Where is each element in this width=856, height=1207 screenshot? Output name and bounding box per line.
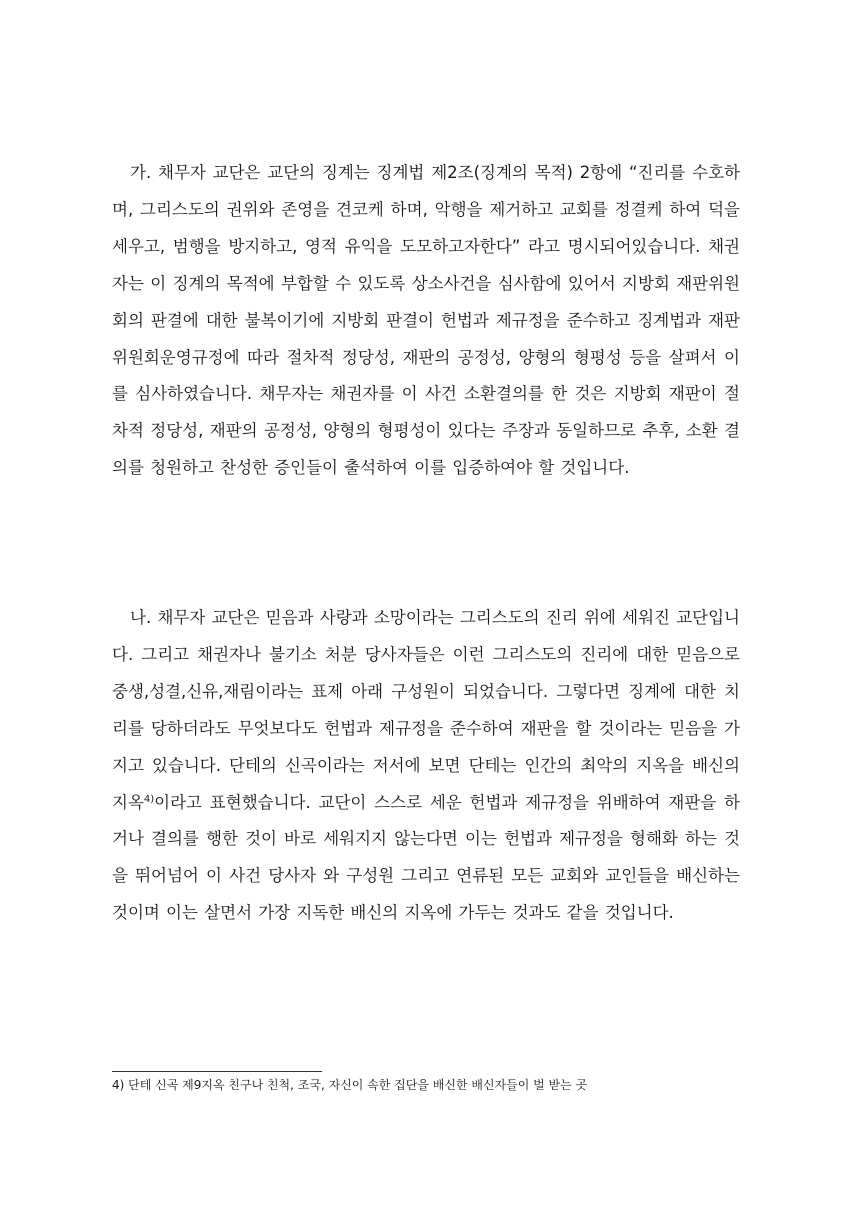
paragraph-na-text-after: 이라고 표현했습니다. 교단이 스스로 세운 헌법과 제규정을 위배하여 재판을 하거나 결의를 행한 것이 바로 세워지지 않는다면 이는 헌법과 제규정을 형해화 하는 것을 뛰어넘어 이 사건 당사자 와 구성원 그리고 연류된 모든 교회와 교인들을 배신하는 것이며 이는 살면서 가장 지독한 배신의 지옥에 가두는 것과도 같을 것입니다. bbox=[112, 792, 740, 923]
paragraph-ga-text: 가. 채무자 교단은 교단의 징계는 징계법 제2조(징계의 목적) 2항에 “진리를 수호하며, 그리스도의 권위와 존영을 견코케 하며, 악행을 제거하고 교회를 정결케 하여 덕을 세우고, 범행을 방지하고, 영적 유익을 도모하고자한다” 라고 명시되어있습니다. 채권자는 이 징계의 목적에 부합할 수 있도록 상소사건을 심사함에 있어서 지방회 재판위원회의 판결에 대한 불복이기에 지방회 판결이 헌법과 제규정을 준수하고 징계법과 재판위원회운영규정에 따라 절차적 정당성, 재판의 공정성, 양형의 형평성 등을 살펴서 이를 심사하였습니다. 채무자는 채권자를 이 사건 소환결의를 한 것은 지방회 재판이 절차적 정당성, 재판의 공정성, 양형의 형평성이 있다는 주장과 동일하므로 추후, 소환 결의를 청원하고 찬성한 증인들이 출석하여 이를 입증하여야 할 것입니다. bbox=[112, 163, 740, 478]
footnote-text: 단테 신곡 제9지옥 친구나 친척, 조국, 자신이 속한 집단을 배신한 배신자들이 벌 받는 곳 bbox=[128, 1078, 588, 1092]
footnote bbox=[112, 1076, 752, 1094]
paragraph-na bbox=[112, 600, 740, 932]
footnote-reference[interactable]: 4) bbox=[143, 793, 155, 805]
footnote-marker: 4) bbox=[112, 1078, 125, 1092]
footnote-divider bbox=[112, 1071, 322, 1072]
paragraph-na-text-before: 나. 채무자 교단은 믿음과 사랑과 소망이라는 그리스도의 진리 위에 세워진 교단입니다. 그리고 채권자나 불기소 처분 당사자들은 이런 그리스도의 진리에 대한 믿음으로 중생,성결,신유,재림이라는 표제 아래 구성원이 되었습니다. 그렇다면 징계에 대한 치리를 당하더라도 무엇보다도 헌법과 제규정을 준수하여 재판을 할 것이라는 믿음을 가지고 있습니다. 단테의 신곡이라는 저서에 보면 단테는 인간의 최악의 지옥을 배신의 지옥 bbox=[112, 608, 740, 812]
paragraph-ga bbox=[112, 155, 740, 487]
